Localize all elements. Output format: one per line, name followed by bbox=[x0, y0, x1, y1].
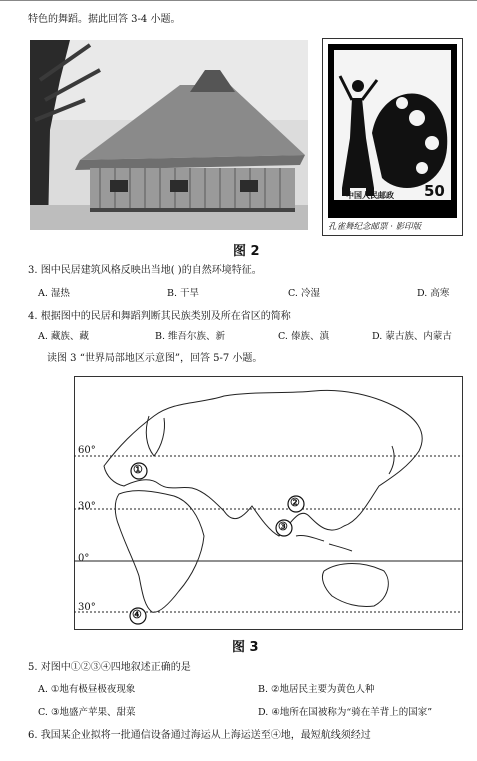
q3-option-b: B. 干旱 bbox=[167, 288, 200, 299]
stilt-house-photo bbox=[30, 40, 308, 230]
lat-0-label: 0° bbox=[78, 553, 90, 564]
question-6: 6. 我国某企业拟将一批通信设备通过海运从上海运送至④地，最短航线须经过 bbox=[28, 730, 371, 741]
question-4: 4. 根据图中的民居和舞蹈判断其民族类别及所在省区的简称 bbox=[28, 311, 291, 322]
top-rule bbox=[0, 0, 477, 1]
marker-2: ② bbox=[290, 496, 300, 509]
stamp-title: 孔雀舞纪念邮票 · 影印版 bbox=[328, 222, 422, 232]
world-map-outline bbox=[74, 376, 463, 630]
q5-option-a: A. ①地有极昼极夜现象 bbox=[38, 684, 136, 695]
intro-figure-3: 读图 3 “世界局部地区示意图”，回答 5-7 小题。 bbox=[47, 353, 263, 364]
marker-3: ③ bbox=[278, 520, 288, 533]
q3-option-d: D. 高寒 bbox=[417, 288, 450, 299]
stamp-illustration bbox=[322, 38, 463, 236]
marker-4: ④ bbox=[132, 608, 142, 621]
question-5: 5. 对图中①②③④四地叙述正确的是 bbox=[28, 662, 191, 673]
stamp-value: 50 bbox=[424, 182, 445, 200]
question-3: 3. 图中民居建筑风格反映出当地( )的自然环境特征。 bbox=[28, 265, 262, 276]
stilt-house-illustration bbox=[30, 40, 308, 230]
lat-60-label: 60° bbox=[78, 445, 96, 456]
figure-2-caption: 图 2 bbox=[233, 244, 260, 259]
figure-3-caption: 图 3 bbox=[232, 640, 259, 655]
lat-30n-label: 30° bbox=[78, 501, 96, 512]
q5-option-d: D. ④地所在国被称为“骑在羊背上的国家” bbox=[258, 707, 433, 718]
marker-1: ① bbox=[133, 463, 143, 476]
world-map bbox=[74, 376, 463, 630]
stamp-country: 中国人民邮政 bbox=[346, 191, 394, 200]
q4-option-b: B. 维吾尔族、新 bbox=[155, 331, 226, 342]
peacock-dance-stamp bbox=[322, 38, 463, 236]
q5-option-b: B. ②地居民主要为黄色人种 bbox=[258, 684, 375, 695]
q4-option-a: A. 藏族、藏 bbox=[38, 331, 89, 342]
q3-option-c: C. 冷湿 bbox=[288, 288, 320, 299]
q4-option-c: C. 傣族、滇 bbox=[278, 331, 329, 342]
lat-30s-label: 30° bbox=[78, 602, 96, 613]
q3-option-a: A. 湿热 bbox=[38, 288, 70, 299]
intro-text: 特色的舞蹈。据此回答 3-4 小题。 bbox=[28, 14, 181, 25]
q5-option-c: C. ③地盛产苹果、甜菜 bbox=[38, 707, 136, 718]
q4-option-d: D. 蒙古族、内蒙古 bbox=[372, 331, 452, 342]
